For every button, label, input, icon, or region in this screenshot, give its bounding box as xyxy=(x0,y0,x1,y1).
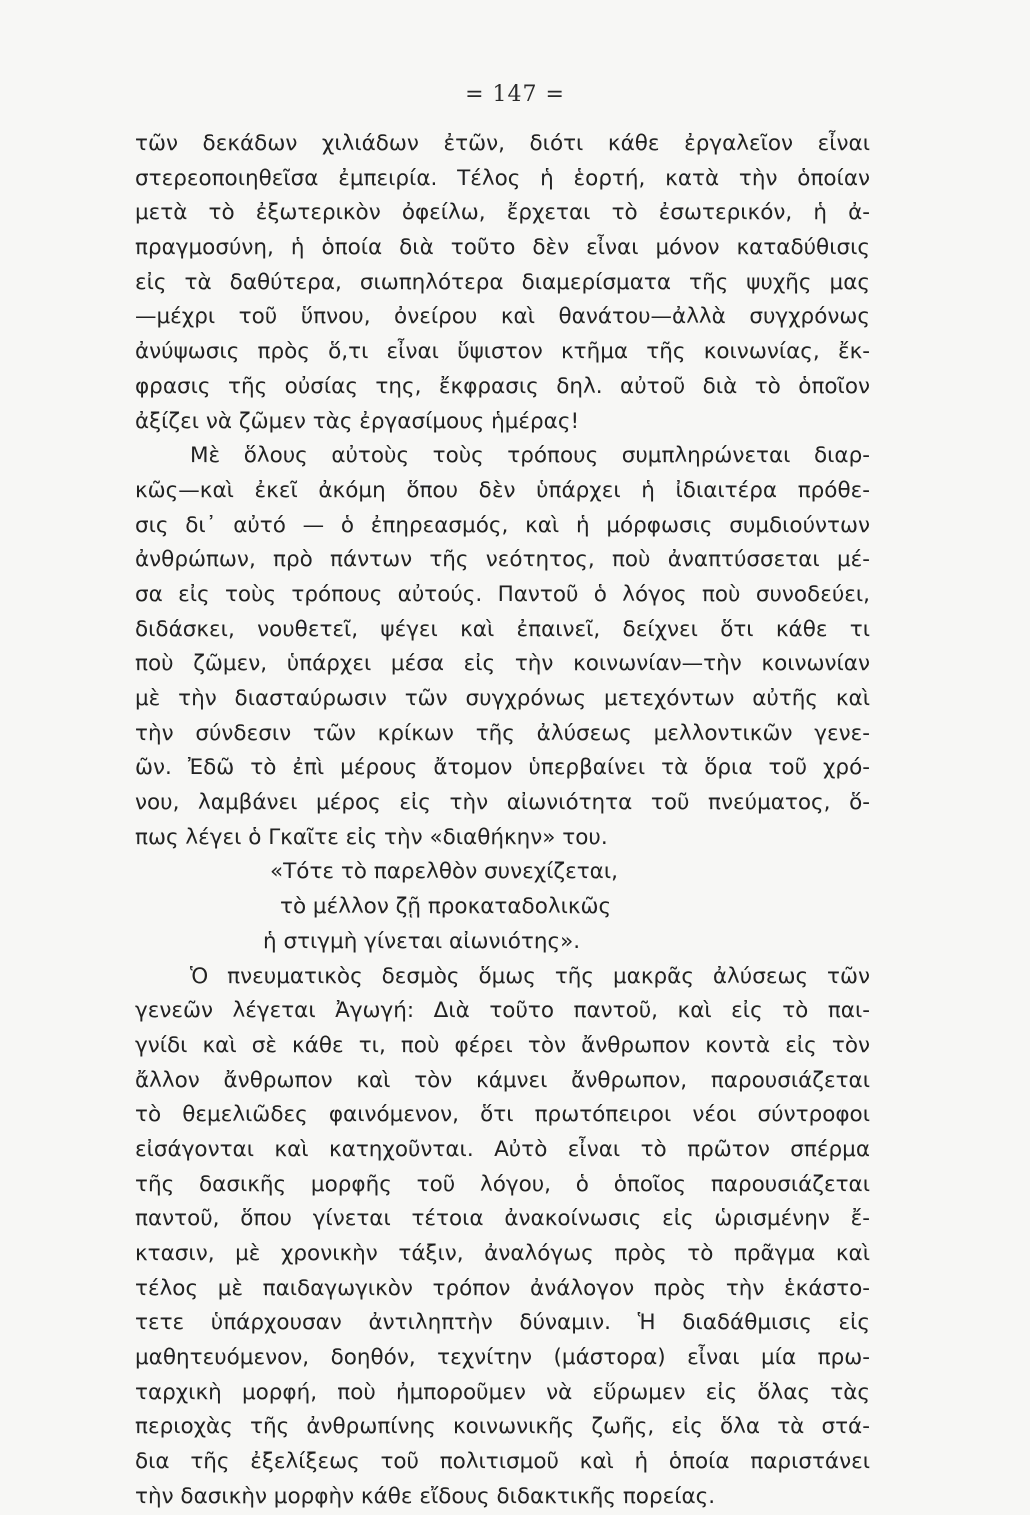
text-line: Μὲ ὅλους αὐτοὺς τοὺς τρόπους συμπληρώνεται διαρ- xyxy=(190,443,870,469)
text-line: κτασιν, μὲ χρονικὴν τάξιν, ἀναλόγως πρὸς τὸ πρᾶγμα καὶ xyxy=(135,1241,870,1266)
text-line: τὴν σύνδεσιν τῶν κρίκων τῆς ἀλύσεως μελλοντικῶν γενε- xyxy=(135,720,870,746)
text-line: φρασις τῆς οὐσίας της, ἔκφρασις δηλ. αὐτοῦ διὰ τὸ ὁποῖον xyxy=(135,373,870,399)
text-line: μαθητευόμενον, δοηθόν, τεχνίτην (μάστορα) εἶναι μία πρω- xyxy=(135,1345,870,1371)
text-line: τετε ὑπάρχουσαν ἀντιληπτὴν δύναμιν. Ἡ διαδάθμισις εἰς xyxy=(135,1310,870,1336)
quote-line: ἡ στιγμὴ γίνεται αἰωνιότης». xyxy=(263,928,581,954)
text-line: πως λέγει ὁ Γκαῖτε εἰς τὴν «διαθήκην» του. xyxy=(135,824,608,850)
text-line: —μέχρι τοῦ ὕπνου, ὀνείρου καὶ θανάτου—ἀλλὰ συγχρόνως xyxy=(135,304,870,330)
text-line: τῆς δασικῆς μορφῆς τοῦ λόγου, ὁ ὁποῖος παρουσιάζεται xyxy=(135,1171,870,1197)
text-line: ταρχικὴ μορφή, ποὺ ἠμποροῦμεν νὰ εὕρωμεν εἰς ὅλας τὰς xyxy=(135,1379,870,1405)
text-line: διδάσκει, νουθετεῖ, ψέγει καὶ ἐπαινεῖ, δείχνει ὅτι κάθε τι xyxy=(135,616,870,642)
text-line: κῶς—καὶ ἐκεῖ ἀκόμη ὅπου δὲν ὑπάρχει ἡ ἰδιαιτέρα πρόθε- xyxy=(135,477,870,503)
text-line: σα εἰς τοὺς τρόπους αὐτούς. Παντοῦ ὁ λόγος ποὺ συνοδεύει, xyxy=(135,581,870,607)
text-line: πραγμοσύνη, ἡ ὁποία διὰ τοῦτο δὲν εἶναι μόνον καταδύθισις xyxy=(135,235,870,261)
text-line: γνίδι καὶ σὲ κάθε τι, ποὺ φέρει τὸν ἄνθρωπον κοντὰ εἰς τὸν xyxy=(135,1032,870,1058)
text-line: τὸ θεμελιῶδες φαινόμενον, ὅτι πρωτόπειροι νέοι σύντροφοι xyxy=(135,1102,870,1128)
text-line: ἀνθρώπων, πρὸ πάντων τῆς νεότητος, ποὺ ἀναπτύσσεται μέ- xyxy=(135,547,870,573)
text-line: παντοῦ, ὅπου γίνεται τέτοια ἀνακοίνωσις εἰς ὡρισμένην ἔ- xyxy=(135,1206,870,1232)
body-text xyxy=(135,127,870,1515)
quote-line: τὸ μέλλον ζῇ προκαταδολικῶς xyxy=(280,894,612,920)
text-line: μετὰ τὸ ἐξωτερικὸν ὀφείλω, ἔρχεται τὸ ἐσωτερικόν, ἡ ἀ- xyxy=(135,200,870,226)
text-line: ποὺ ζῶμεν, ὑπάρχει μέσα εἰς τὴν κοινωνίαν—τὴν κοινωνίαν xyxy=(135,651,870,677)
page-number: = 147 = xyxy=(465,82,565,107)
text-line: νου, λαμβάνει μέρος εἰς τὴν αἰωνιότητα τοῦ πνεύματος, ὅ- xyxy=(135,790,870,816)
text-line: ἄλλον ἄνθρωπον καὶ τὸν κάμνει ἄνθρωπον, παρουσιάζεται xyxy=(135,1067,870,1093)
text-line: εἰς τὰ δαθύτερα, σιωπηλότερα διαμερίσματα τῆς ψυχῆς μας xyxy=(135,269,870,295)
text-line: ἀνύψωσις πρὸς ὅ,τι εἶναι ὕψιστον κτῆμα τῆς κοινωνίας, ἔκ- xyxy=(135,339,870,365)
text-line: τέλος μὲ παιδαγωγικὸν τρόπον ἀνάλογον πρὸς τὴν ἑκάστο- xyxy=(135,1275,870,1301)
text-line: σις δι᾽ αὐτό — ὁ ἐπηρεασμός, καὶ ἡ μόρφωσις συμδιούντων xyxy=(135,512,870,538)
text-line: ῶν. Ἐδῶ τὸ ἐπὶ μέρους ἄτομον ὑπερβαίνει τὰ ὅρια τοῦ χρό- xyxy=(135,755,870,781)
text-line: δια τῆς ἐξελίξεως τοῦ πολιτισμοῦ καὶ ἡ ὁποία παριστάνει xyxy=(135,1449,870,1475)
text-line: τὴν δασικὴν μορφὴν κάθε εἴδους διδακτικῆς πορείας. xyxy=(135,1483,716,1509)
text-line: μὲ τὴν διασταύρωσιν τῶν συγχρόνως μετεχόντων αὐτῆς καὶ xyxy=(135,686,870,711)
text-line: γενεῶν λέγεται Ἀγωγή: Διὰ τοῦτο παντοῦ, καὶ εἰς τὸ παι- xyxy=(135,998,870,1024)
text-line: ἀξίζει νὰ ζῶμεν τὰς ἐργασίμους ἡμέρας! xyxy=(135,408,580,434)
text-line: Ὁ πνευματικὸς δεσμὸς ὅμως τῆς μακρᾶς ἀλύσεως τῶν xyxy=(190,963,870,989)
text-line: εἰσάγονται καὶ κατηχοῦνται. Αὐτὸ εἶναι τὸ πρῶτον σπέρμα xyxy=(135,1136,870,1162)
text-line: περιοχὰς τῆς ἀνθρωπίνης κοινωνικῆς ζωῆς, εἰς ὅλα τὰ στά- xyxy=(135,1414,870,1440)
text-line: τῶν δεκάδων χιλιάδων ἐτῶν, διότι κάθε ἐργαλεῖον εἶναι xyxy=(135,131,870,156)
quote-line: «Τότε τὸ παρελθὸν συνεχίζεται, xyxy=(270,859,618,885)
text-line: στερεοποιηθεῖσα ἐμπειρία. Τέλος ἡ ἑορτή, κατὰ τὴν ὁποίαν xyxy=(135,165,870,191)
